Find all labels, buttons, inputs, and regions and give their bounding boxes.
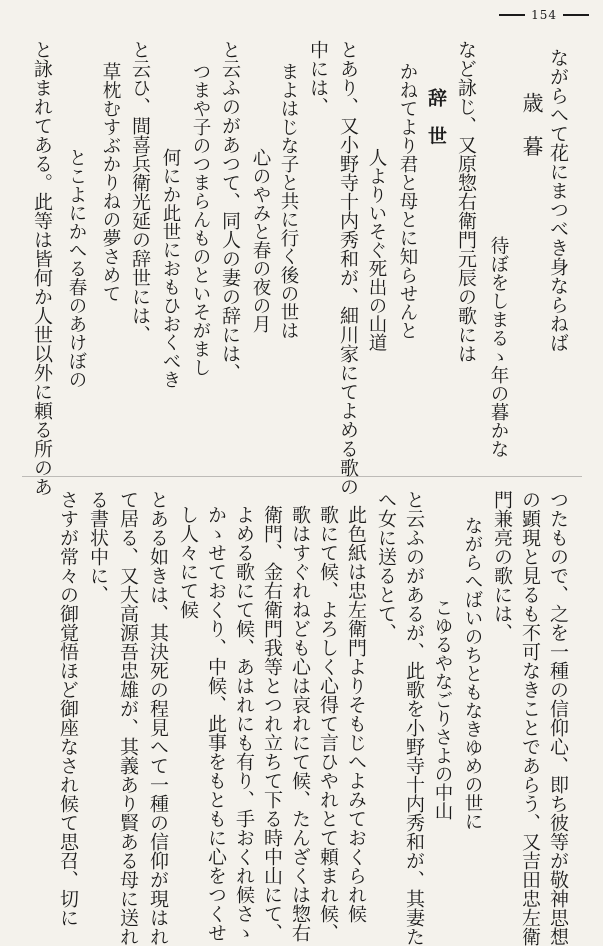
bottom-line-02: の顕現と見るも不可なきことであらう、又吉田忠左衛	[519, 490, 541, 946]
page-header	[499, 8, 589, 22]
header-rule-left	[499, 14, 525, 16]
section-heading: 歳 暮	[520, 92, 544, 165]
top-line-14: と云ひ、間喜兵衛光延の辞世には、	[129, 40, 151, 344]
bottom-line-08: 此色紙は忠左衛門よりそもじへよみておくられ候	[345, 505, 367, 923]
top-line-10: 心のやみと春の夜の月	[250, 148, 271, 333]
bottom-line-10: 歌はすぐれねども心は哀れにて候、たんざくは惣右	[289, 505, 311, 942]
bottom-line-07: へ女に送るとて、	[375, 490, 397, 642]
bottom-line-05: こゆるやなごりさよの中山	[432, 598, 453, 820]
bottom-line-13: かゝせておくり、中候、此事をもともに心をつくせ	[205, 505, 227, 942]
top-line-13: 何にか此世におもひおくべき	[160, 148, 181, 389]
top-line-04: 辞 世	[425, 88, 447, 145]
top-line-06: 人よりいそぐ死出の山道	[366, 148, 387, 352]
page-number: 154	[531, 8, 557, 22]
top-line-07: とあり、又小野寺十内秀和が、細川家にてよめる歌の	[337, 40, 359, 496]
bottom-line-03: 門兼亮の歌には、	[491, 490, 513, 642]
top-line-17: と詠まれてある。此等は皆何か人世以外に頼る所のあ	[31, 40, 53, 496]
top-line-12: つまや子のつまらんものといそがまし	[190, 62, 211, 377]
top-line-09: まよはじな子と共に行く後の世は	[278, 62, 299, 340]
bottom-line-06: と云ふのがあるが、此歌を小野寺十内秀和が、其妻た	[403, 490, 425, 946]
top-line-05: かねてより君と母とに知らせんと	[397, 62, 418, 340]
top-line-01: ながらへて花にまつべき身ならねば	[547, 48, 569, 352]
section-divider	[22, 476, 582, 477]
bottom-line-16: て居る、又大高源吾忠雄が、其義あり賢ある母に送れ	[117, 490, 139, 946]
top-line-08: 中には、	[307, 40, 329, 116]
top-line-15: 草枕むすぶかりねの夢さめて	[100, 62, 121, 303]
bottom-line-14: し人々にて候	[177, 505, 199, 619]
bottom-line-15: とある如きは、其決死の程見へて一種の信仰が現はれ	[147, 490, 169, 946]
bottom-line-17: る書状中に、	[87, 490, 109, 604]
top-line-16: とこよにかへる春のあけぼの	[66, 148, 87, 389]
top-line-03: など詠じ、又原惣右衛門元辰の歌には	[455, 40, 477, 363]
top-line-11: と云ふのがあつて、同人の妻の辞には、	[219, 40, 241, 382]
bottom-line-18: さすが常々の御覚悟ほど御座なされ候て思召、切に	[57, 490, 79, 927]
header-rule-right	[563, 14, 589, 16]
bottom-line-11: 衛門、金右衛門我等とつれ立ちて下る時中山にて、	[261, 505, 283, 942]
bottom-line-12: よめる歌にて候、あはれにも有り、手おくれ候さゝ	[233, 505, 255, 942]
bottom-line-04: ながらへばいのちともなきゆめの世に	[462, 516, 483, 831]
top-line-02: 待ぼをしまるゝ年の暮かな	[488, 236, 509, 458]
bottom-line-01: つたもので、之を一種の信仰心、即ち彼等が敬神思想	[547, 490, 569, 946]
bottom-line-09: 歌にて候、よろしく心得て言ひやれとて頼まれ候、	[317, 505, 339, 942]
